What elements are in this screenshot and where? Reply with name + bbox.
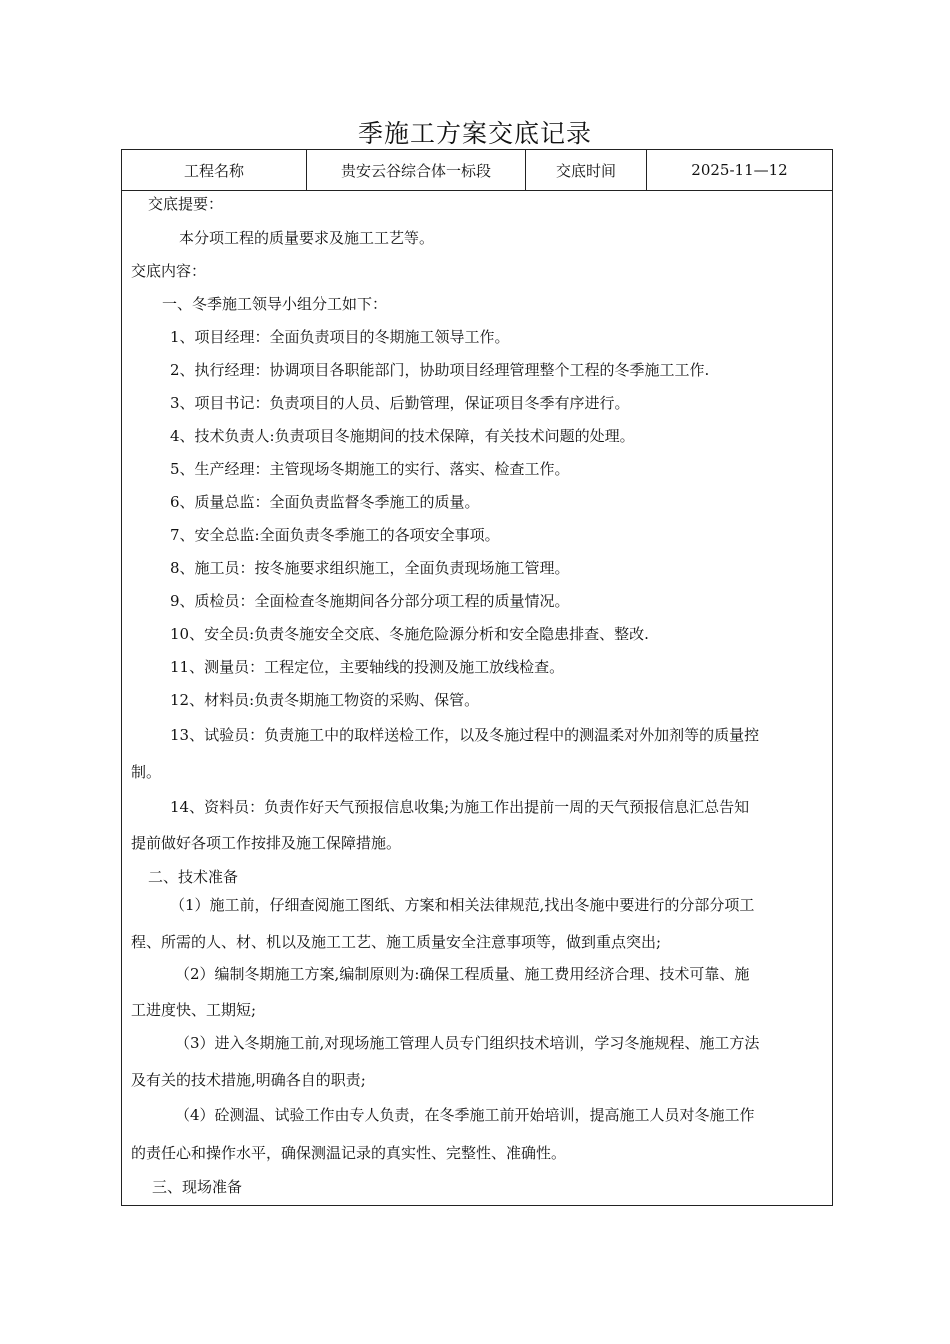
role-item: 2、执行经理：协调项目各职能部门，协助项目经理管理整个工程的冬季施工工作. <box>170 361 710 379</box>
role-item: 11、测量员：工程定位，主要轴线的投测及施工放线检查。 <box>170 658 565 676</box>
role-item: 13、试验员：负责施工中的取样送检工作，以及冬施过程中的测温柔对外加剂等的质量控 <box>170 726 760 744</box>
tech-item-continuation: 的责任心和操作水平，确保测温记录的真实性、完整性、准确性。 <box>131 1144 567 1162</box>
role-item: 3、项目书记：负责项目的人员、后勤管理，保证项目冬季有序进行。 <box>170 394 630 412</box>
role-item: 1、项目经理：全面负责项目的冬期施工领导工作。 <box>170 328 510 346</box>
role-item: 5、生产经理：主管现场冬期施工的实行、落实、检查工作。 <box>170 460 570 478</box>
header-row <box>122 150 832 191</box>
summary-label: 交底提要： <box>148 195 224 213</box>
role-item: 6、质量总监：全面负责监督冬季施工的质量。 <box>170 493 480 511</box>
date-value: 2025-11—12 <box>646 150 832 190</box>
summary-text: 本分项工程的质量要求及施工工艺等。 <box>179 229 435 247</box>
role-item: 9、质检员：全面检查冬施期间各分部分项工程的质量情况。 <box>170 592 570 610</box>
role-item-continuation: 提前做好各项工作按排及施工保障措施。 <box>131 834 402 852</box>
tech-item-continuation: 工进度快、工期短; <box>131 1001 257 1019</box>
tech-item: （3）进入冬期施工前,对现场施工管理人员专门组织技术培训，学习冬施规程、施工方法 <box>175 1034 760 1052</box>
content-label: 交底内容： <box>131 262 207 280</box>
project-name-value: 贵安云谷综合体一标段 <box>306 150 525 190</box>
role-item: 8、施工员：按冬施要求组织施工，全面负责现场施工管理。 <box>170 559 570 577</box>
role-item: 14、资料员：负责作好天气预报信息收集;为施工作出提前一周的天气预报信息汇总告知 <box>170 798 750 816</box>
tech-item-continuation: 程、所需的人、材、机以及施工工艺、施工质量安全注意事项等，做到重点突出; <box>131 933 662 951</box>
tech-item: （4）砼测温、试验工作由专人负责，在冬季施工前开始培训，提高施工人员对冬施工作 <box>175 1106 755 1124</box>
section-heading: 三、现场准备 <box>152 1178 243 1196</box>
section-heading: 一、冬季施工领导小组分工如下： <box>162 295 388 313</box>
role-item: 10、安全员:负责冬施安全交底、冬施危险源分析和安全隐患排查、整改. <box>170 625 649 643</box>
role-item: 4、技术负责人:负责项目冬施期间的技术保障，有关技术问题的处理。 <box>170 427 635 445</box>
role-item: 7、安全总监:全面负责冬季施工的各项安全事项。 <box>170 526 500 544</box>
role-item-continuation: 制。 <box>131 763 162 781</box>
project-name-label: 工程名称 <box>183 161 244 180</box>
tech-item: （2）编制冬期施工方案,编制原则为:确保工程质量、施工费用经济合理、技术可靠、施 <box>175 965 750 983</box>
role-item: 12、材料员:负责冬期施工物资的采购、保管。 <box>170 691 480 709</box>
tech-item-continuation: 及有关的技术措施,明确各自的职责; <box>131 1071 366 1089</box>
section-heading: 二、技术准备 <box>148 868 239 886</box>
document-title: 季施工方案交底记录 <box>357 119 592 148</box>
record-table <box>121 149 833 1206</box>
tech-item: （1）施工前，仔细查阅施工图纸、方案和相关法律规范,找出冬施中要进行的分部分项工 <box>170 896 755 914</box>
date-label: 交底时间 <box>525 150 646 190</box>
